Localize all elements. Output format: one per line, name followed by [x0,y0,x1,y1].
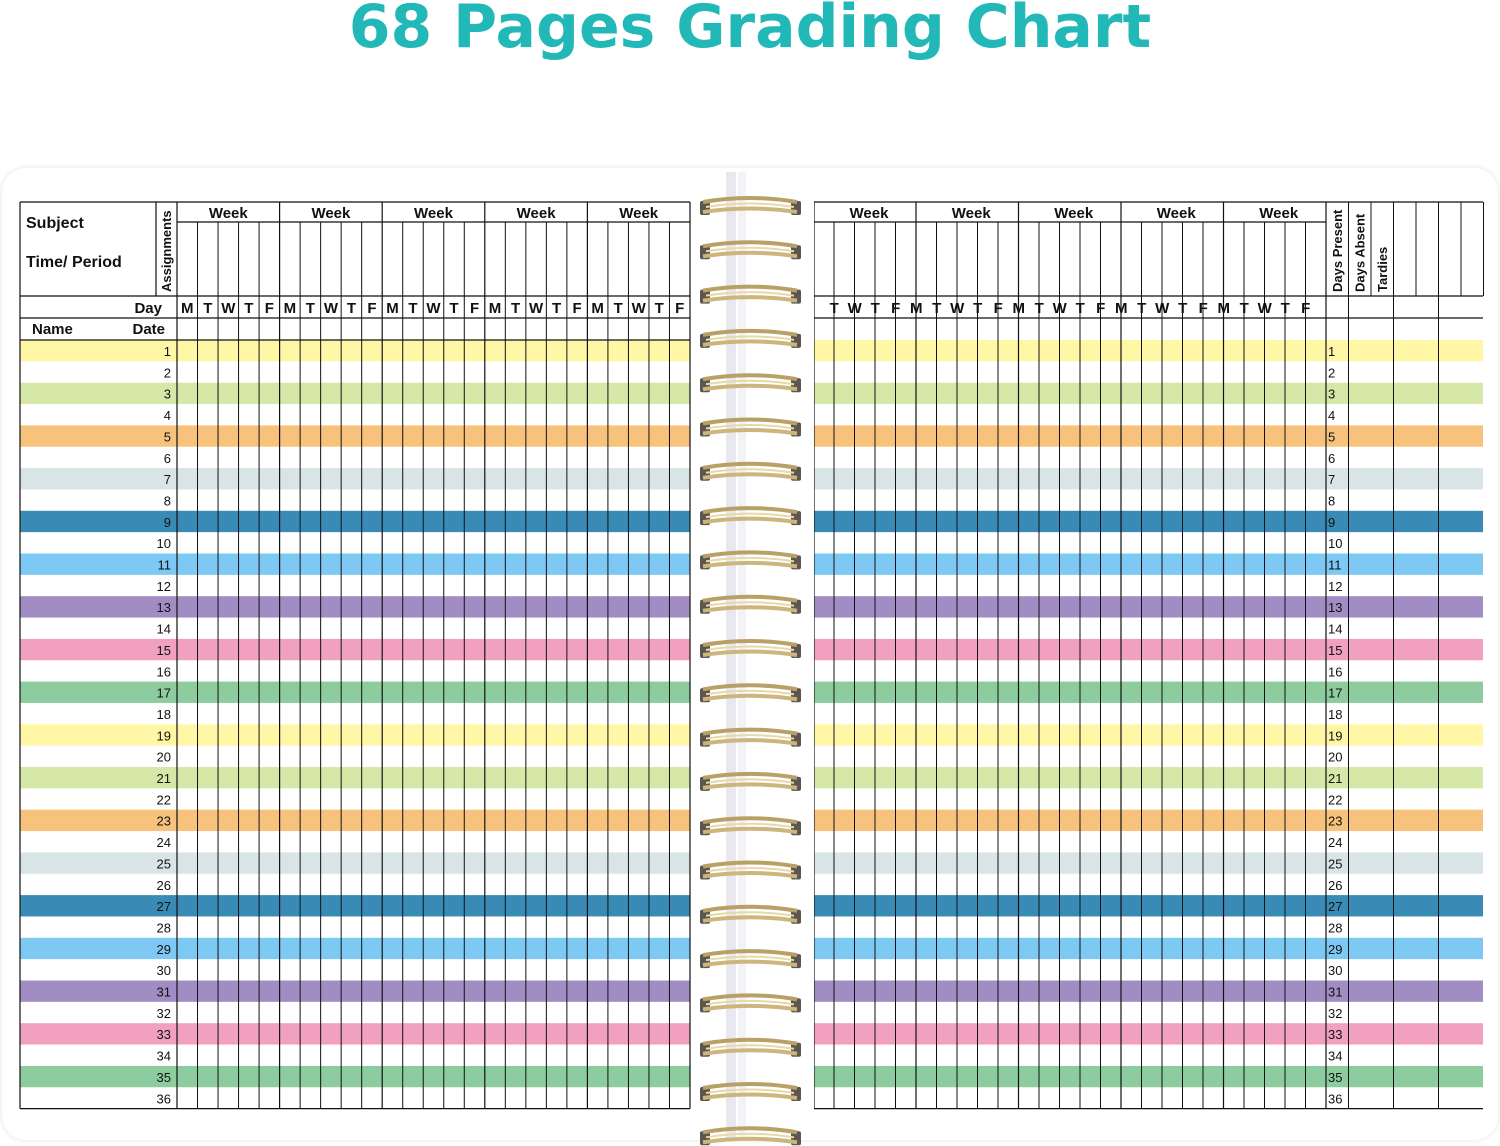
row-number-right: 29 [1328,941,1343,957]
day-letter: T [305,300,315,317]
row-number-right: 15 [1328,642,1343,658]
day-letter: T [932,300,942,317]
row-band-left [20,852,690,873]
row-number: 23 [156,813,171,829]
row-number-right: 35 [1328,1069,1343,1085]
row-number: 14 [156,621,171,637]
day-letter: T [1137,300,1147,317]
day-letter: T [829,300,839,317]
row-number-right: 16 [1328,664,1343,680]
day-letter: T [449,300,459,317]
row-number: 19 [156,728,171,744]
week-label: Week [619,205,659,222]
row-number: 31 [156,984,171,1000]
row-number-right: 1 [1328,344,1336,359]
row-number-right: 17 [1328,685,1343,701]
day-letter: M [386,300,399,317]
row-number: 1 [163,344,171,359]
row-number-right: 3 [1328,386,1336,402]
day-letter: W [950,300,965,317]
row-number-right: 12 [1328,578,1343,594]
row-number: 34 [156,1048,171,1064]
row-band-right [814,981,1483,1002]
row-number-right: 6 [1328,450,1336,466]
row-number: 30 [156,963,171,979]
row-band-left [20,596,690,617]
row-number-right: 32 [1328,1005,1343,1021]
day-letter: T [613,300,623,317]
week-label: Week [1259,205,1299,222]
row-number-right: 22 [1328,792,1343,808]
row-number: 4 [163,408,171,424]
day-letter: T [244,300,254,317]
row-number-right: 4 [1328,408,1336,424]
day-letter: T [346,300,357,317]
row-number-right: 26 [1328,877,1343,893]
row-number: 10 [156,536,171,552]
day-letter: M [181,300,194,317]
row-band-left [20,1023,690,1044]
row-number-right: 36 [1328,1091,1343,1107]
row-number: 32 [156,1005,171,1021]
day-letter: M [1115,300,1128,317]
day-letter: T [203,300,213,317]
day-letter: M [1217,300,1230,317]
row-number: 12 [156,578,171,594]
row-number-right: 7 [1328,472,1336,488]
row-band-left [20,1066,690,1087]
week-label: Week [951,205,991,222]
day-letter: W [1155,300,1170,317]
row-number-right: 11 [1328,557,1342,573]
row-band-right [814,767,1483,788]
row-band-right [814,895,1483,916]
day-letter: T [973,300,983,317]
row-number-right: 27 [1328,899,1343,915]
row-band-right [814,468,1483,489]
day-letter: T [408,300,418,317]
row-band-left [20,383,690,404]
day-letter: T [1034,300,1044,317]
row-number: 25 [156,856,171,872]
row-number-right: 9 [1328,514,1336,530]
row-number: 3 [163,386,171,402]
day-letter: T [1075,300,1085,317]
row-number-right: 28 [1328,920,1343,936]
row-number: 15 [156,642,171,658]
subject-label: Subject [26,215,84,232]
day-letter: T [1280,300,1290,317]
day-letter: M [488,300,502,317]
row-band-right [814,1023,1483,1044]
day-letter: M [591,300,604,317]
row-number: 8 [163,493,171,509]
row-band-right [814,852,1483,873]
row-band-left [20,810,690,831]
row-band-left [20,724,690,745]
row-number-right: 8 [1328,493,1336,509]
row-number: 6 [163,450,171,466]
row-band-right [814,639,1483,660]
assignments-label: Assignments [159,210,174,292]
row-number: 7 [163,472,171,488]
row-number-right: 10 [1328,536,1343,552]
day-letter: T [552,300,562,317]
name-label: Name [32,321,73,338]
row-number-right: 24 [1328,835,1343,851]
row-band-right [814,596,1483,617]
day-letter: F [1301,300,1311,317]
row-number-right: 13 [1328,600,1343,616]
week-label: Week [311,205,351,222]
row-number: 22 [156,792,171,808]
row-number: 18 [156,706,171,722]
row-band-left [20,767,690,788]
ring-wire [703,1139,797,1143]
row-number: 13 [156,600,171,616]
row-number-right: 25 [1328,856,1343,872]
row-band-right [814,810,1483,831]
day-label: Day [134,300,162,317]
row-band-left [20,682,690,703]
day-letter: F [572,300,582,317]
day-letter: T [510,300,521,317]
day-letter: F [1198,300,1208,317]
row-number-right: 18 [1328,706,1343,722]
week-label: Week [516,205,556,222]
day-letter: M [1012,300,1025,317]
row-number: 11 [157,557,171,573]
day-letter: T [1178,300,1188,317]
row-number: 20 [156,749,171,765]
row-band-right [814,1066,1483,1087]
row-band-left [20,938,690,959]
row-number-right: 2 [1328,365,1336,381]
row-number: 26 [156,877,171,893]
day-letter: F [469,300,480,317]
summary-label: Tardies [1375,246,1390,292]
row-band-left [20,981,690,1002]
week-label: Week [1054,205,1094,222]
day-letter: W [323,300,338,317]
row-number: 29 [156,941,171,957]
day-letter: F [675,300,685,317]
row-number: 28 [156,920,171,936]
row-band-right [814,938,1483,959]
date-label: Date [132,321,165,338]
row-number: 2 [163,365,171,381]
row-band-left [20,468,690,489]
day-letter: W [1052,300,1067,317]
row-number: 33 [156,1027,171,1043]
summary-label: Days Present [1330,209,1345,292]
day-letter: T [870,300,880,317]
row-number: 9 [163,514,171,530]
row-band-right [814,383,1483,404]
day-letter: W [847,300,862,317]
row-number: 36 [156,1091,171,1107]
row-number-right: 33 [1328,1027,1343,1043]
row-band-right [814,724,1483,745]
page-title: 68 Pages Grading Chart [348,0,1152,62]
row-number: 21 [156,771,171,786]
week-label: Week [414,205,453,222]
day-letter: T [1239,300,1249,317]
day-letter: W [426,300,441,317]
row-number: 17 [156,685,171,701]
time-period-label: Time/ Period [26,254,122,271]
row-number: 16 [156,664,171,680]
row-band-left [20,895,690,916]
day-letter: W [631,300,646,317]
week-label: Week [849,205,889,222]
day-letter: T [654,300,664,317]
week-label: Week [208,205,248,222]
row-number-right: 5 [1328,429,1336,445]
day-letter: F [367,300,377,317]
day-letter: F [1096,300,1106,317]
row-band-right [814,554,1483,575]
row-number-right: 30 [1328,963,1343,979]
day-letter: F [993,300,1003,317]
row-number: 35 [156,1069,171,1085]
day-letter: F [891,300,901,317]
row-band-left [20,340,690,361]
summary-label: Days Absent [1352,213,1368,292]
row-number-right: 31 [1328,984,1343,1000]
day-letter: M [283,300,297,317]
row-band-right [814,511,1483,532]
row-number-right: 20 [1328,749,1343,765]
row-band-right [814,425,1483,446]
day-letter: W [529,300,544,317]
row-band-left [20,639,690,660]
day-letter: M [910,300,923,317]
row-band-right [814,340,1483,361]
row-band-left [20,425,690,446]
row-number: 5 [163,429,171,445]
week-label: Week [1156,205,1196,222]
row-band-left [20,511,690,532]
spine-shadow [726,172,736,1138]
row-number-right: 14 [1328,621,1343,637]
day-letter: W [1257,300,1272,317]
day-letter: F [264,300,274,317]
spine-shadow [738,172,746,1138]
row-number-right: 23 [1328,813,1343,829]
row-number-right: 19 [1328,728,1343,744]
row-band-right [814,682,1483,703]
day-letter: W [221,300,236,317]
row-number: 27 [156,899,171,915]
row-band-left [20,554,690,575]
row-number: 24 [156,835,171,851]
row-number-right: 34 [1328,1048,1343,1064]
row-number-right: 21 [1328,771,1343,786]
